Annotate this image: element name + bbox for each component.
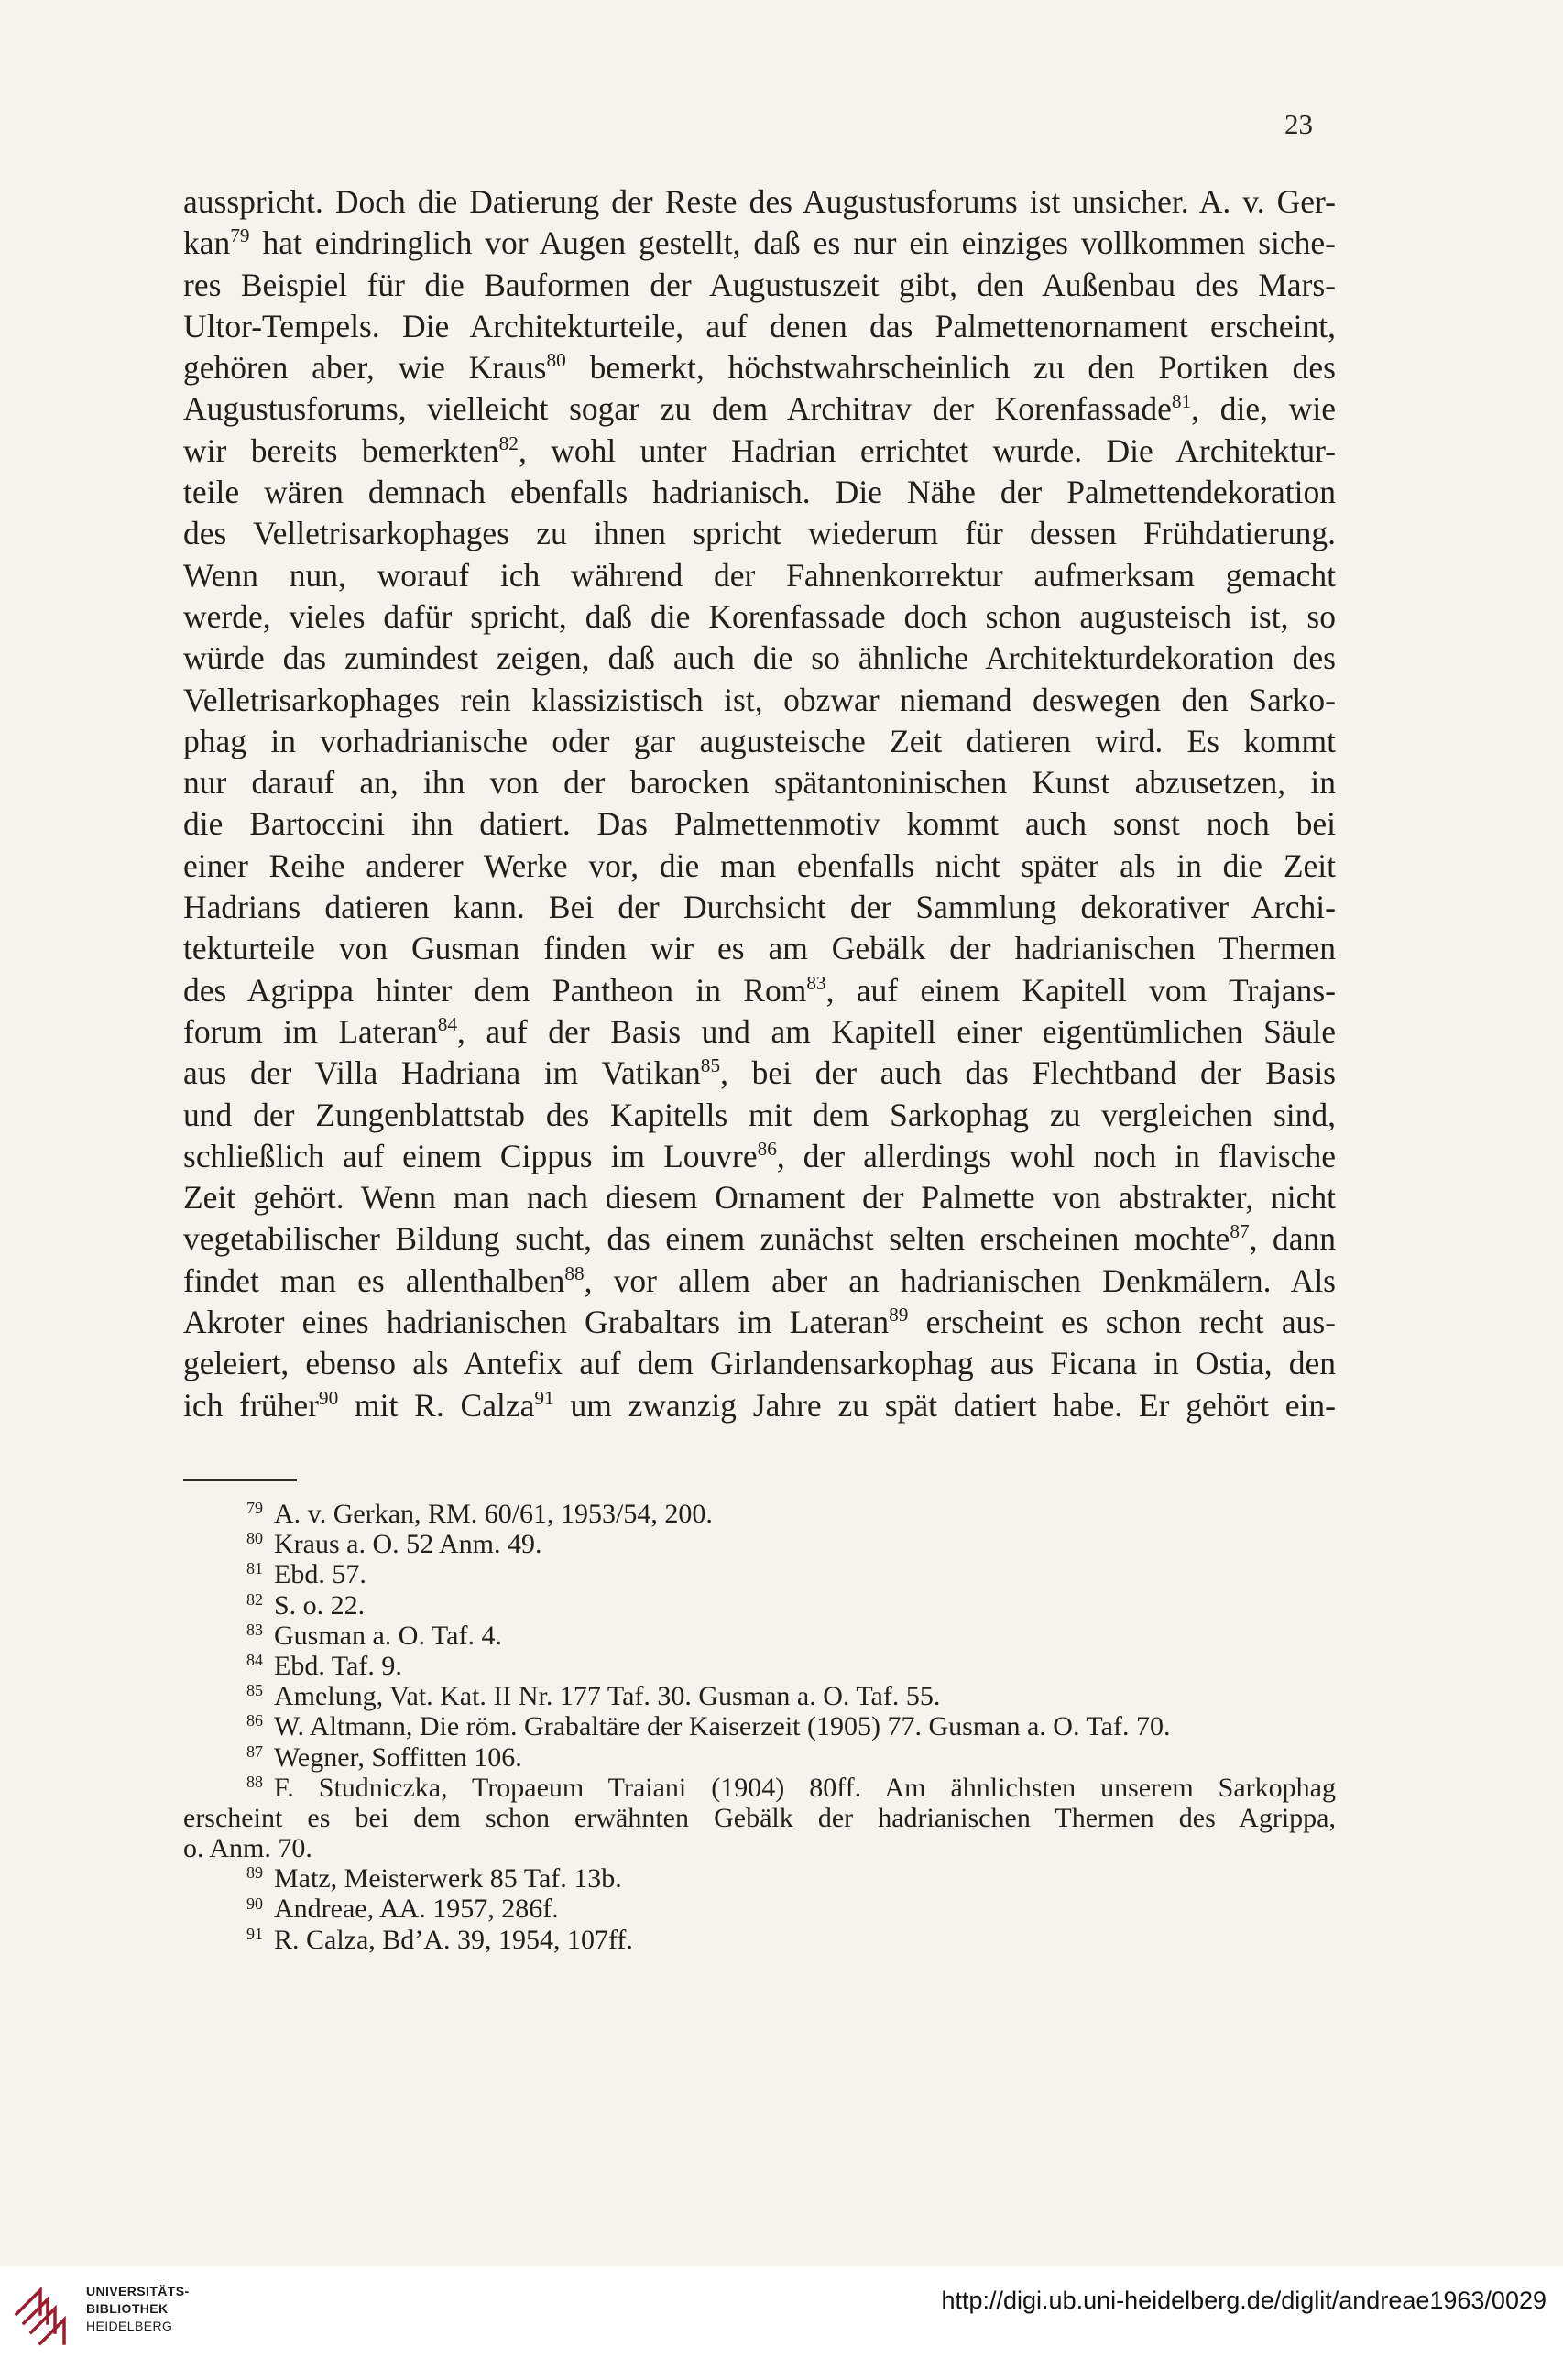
text-line: [183, 388, 1336, 430]
text-segment: Zeit gehört. Wenn man nach diesem Ornament der Palmette von abstrakter, nicht: [183, 1179, 1336, 1217]
footnote: [183, 1529, 1336, 1559]
footnote-number: 84: [246, 1651, 263, 1670]
text-segment: , bei der auch das Flechtband der Basis: [720, 1054, 1336, 1092]
text-segment: , auf einem Kapitell vom Trajans-: [825, 971, 1336, 1009]
text-segment: ich früher: [183, 1386, 319, 1424]
footnote-ref: 82: [498, 432, 519, 455]
text-segment: , der allerdings wohl noch in flavische: [776, 1137, 1336, 1174]
library-name: [86, 2283, 190, 2335]
text-segment: , vor allem aber an hadrianischen Denkmälern. Als: [584, 1261, 1336, 1299]
footnote-ref: 85: [700, 1054, 721, 1077]
footnote-ref: 84: [437, 1013, 458, 1036]
text-segment: Wenn nun, worauf ich während der Fahnenkorrektur aufmerksam gemacht: [183, 556, 1336, 594]
footnote: [183, 1590, 1336, 1621]
footnote-number: 88: [246, 1772, 263, 1791]
text-line: [183, 680, 1336, 721]
text-segment: aus der Villa Hadriana im Vatikan: [183, 1054, 701, 1092]
text-line: [183, 306, 1336, 347]
footnotes: [183, 1499, 1336, 1955]
footnote-ref: 83: [806, 971, 826, 994]
permalink-url[interactable]: http://digi.ub.uni-heidelberg.de/diglit/andreae1963/0029: [941, 2287, 1547, 2314]
text-line: [183, 181, 1336, 223]
text-segment: , auf der Basis und am Kapitell einer eigentümlichen Säule: [457, 1012, 1337, 1050]
text-segment: hat eindringlich vor Augen gestellt, daß es nur ein einziges vollkommen siche-: [249, 224, 1336, 262]
footnote-text: Kraus a. O. 52 Anm. 49.: [274, 1529, 542, 1560]
text-segment: vegetabilischer Bildung sucht, das einem zunächst selten erscheinen mochte: [183, 1220, 1230, 1258]
footnote-ref: 81: [1171, 390, 1192, 413]
text-segment: einer Reihe anderer Werke vor, die man ebenfalls nicht später als in die Zeit: [183, 846, 1336, 884]
text-line: [183, 1053, 1336, 1094]
footnote-ref: 91: [534, 1386, 554, 1409]
footnote-divider: [183, 1479, 297, 1481]
footnote-number: 80: [246, 1529, 263, 1548]
footnote-ref: 79: [230, 224, 250, 247]
text-segment: des Velletrisarkophages zu ihnen spricht wiederum für dessen Frühdatierung.: [183, 515, 1336, 552]
footnote-continuation: erscheint es bei dem schon erwähnten Gebälk der hadrianischen Thermen des Agrippa,: [183, 1802, 1336, 1833]
footnote: [183, 1681, 1336, 1711]
footnote-ref: 80: [546, 349, 566, 372]
text-line: [183, 928, 1336, 969]
footnote-ref: 87: [1230, 1220, 1250, 1243]
footnote-text: Andreae, AA. 1957, 286f.: [274, 1894, 559, 1925]
footnote-text: W. Altmann, Die röm. Grabaltäre der Kaiserzeit (1905) 77. Gusman a. O. Taf. 70.: [274, 1711, 1171, 1742]
text-segment: werde, vieles dafür spricht, daß die Korenfassade doch schon augusteisch ist, so: [183, 597, 1336, 635]
footnote: [183, 1621, 1336, 1651]
text-segment: , wohl unter Hadrian errichtet wurde. Die Architektur-: [518, 431, 1336, 469]
text-line: [183, 846, 1336, 887]
footnote-number: 82: [246, 1589, 263, 1609]
text-segment: nur darauf an, ihn von der barocken spätantoninischen Kunst abzusetzen, in: [183, 764, 1336, 802]
text-segment: tekturteile von Gusman finden wir es am Gebälk der hadrianischen Thermen: [183, 930, 1336, 967]
text-segment: Augustusforums, vielleicht sogar zu dem Architrav der Korenfassade: [183, 390, 1172, 428]
text-segment: um zwanzig Jahre zu spät datiert habe. Er gehört ein-: [553, 1386, 1336, 1424]
footnote: [183, 1925, 1336, 1955]
text-line: [183, 555, 1336, 596]
footnote: [183, 1559, 1336, 1589]
library-name-line: HEIDELBERG: [86, 2319, 173, 2333]
footnote: [183, 1863, 1336, 1894]
footnote-number: 86: [246, 1711, 263, 1730]
footnote-text: A. v. Gerkan, RM. 60/61, 1953/54, 200.: [274, 1499, 713, 1529]
footer-bar: [0, 2266, 1563, 2380]
text-line: [183, 1302, 1336, 1343]
footnote-number: 83: [246, 1620, 263, 1639]
text-segment: phag in vorhadrianische oder gar augusteische Zeit datieren wird. Es kommt: [183, 722, 1336, 759]
text-segment: schließlich auf einem Cippus im Louvre: [183, 1137, 758, 1174]
text-segment: die Bartoccini ihn datiert. Das Palmettenmotiv kommt auch sonst noch bei: [183, 805, 1336, 843]
text-line: [183, 1177, 1336, 1218]
main-text: [183, 181, 1336, 1426]
text-line: [183, 431, 1336, 472]
footnote-text: Wegner, Soffitten 106.: [274, 1741, 522, 1773]
text-segment: mit R. Calza: [338, 1386, 535, 1424]
text-segment: wir bereits bemerkten: [183, 431, 499, 469]
text-line: [183, 721, 1336, 762]
text-line: [183, 1136, 1336, 1177]
text-line: [183, 596, 1336, 638]
footnote-text: Ebd. 57.: [274, 1559, 366, 1590]
text-line: [183, 970, 1336, 1011]
text-segment: , dann: [1249, 1220, 1336, 1258]
footnote-number: 89: [246, 1863, 263, 1883]
text-line: [183, 1343, 1336, 1384]
text-line: [183, 1011, 1336, 1053]
text-line: [183, 887, 1336, 928]
text-line: [183, 513, 1336, 554]
footnote-number: 85: [246, 1681, 263, 1700]
footnote-number: 79: [246, 1499, 263, 1518]
text-segment: Velletrisarkophages rein klassizistisch ist, obzwar niemand deswegen den Sarko-: [183, 681, 1336, 718]
footnote: [183, 1499, 1336, 1529]
text-segment: Akroter eines hadrianischen Grabaltars im Lateran: [183, 1304, 890, 1341]
text-line: [183, 472, 1336, 513]
library-name-line: UNIVERSITÄTS-: [86, 2284, 190, 2298]
text-segment: ausspricht. Doch die Datierung der Reste des Augustusforums ist unsicher. A. v. Ger-: [183, 183, 1336, 220]
text-line: [183, 1095, 1336, 1136]
footnote-text: F. Studniczka, Tropaeum Traiani (1904) 80ff. Am ähnlichsten unserem Sarkophag: [274, 1772, 1336, 1803]
text-segment: findet man es allenthalben: [183, 1261, 565, 1299]
footnote: [183, 1773, 1336, 1803]
text-segment: forum im Lateran: [183, 1012, 438, 1050]
text-segment: geleiert, ebenso als Antefix auf dem Girlandensarkophag aus Ficana in Ostia, den: [183, 1345, 1336, 1382]
footnote-text: Gusman a. O. Taf. 4.: [274, 1620, 502, 1651]
footnote: [183, 1651, 1336, 1681]
footnote-ref: 88: [564, 1261, 585, 1284]
text-segment: würde das zumindest zeigen, daß auch die so ähnliche Architekturdekoration des: [183, 639, 1336, 677]
page-number: 23: [1284, 108, 1313, 140]
footnote-ref: 90: [318, 1386, 339, 1409]
footnote-ref: 86: [757, 1138, 777, 1161]
footnote-number: 81: [246, 1559, 263, 1578]
text-line: [183, 1261, 1336, 1302]
footnote: [183, 1742, 1336, 1773]
footnote-continuation: o. Anm. 70.: [183, 1833, 312, 1864]
text-segment: teile wären demnach ebenfalls hadrianisch. Die Nähe der Palmettendekoration: [183, 474, 1336, 511]
footnote-number: 91: [246, 1924, 263, 1943]
text-segment: und der Zungenblattstab des Kapitells mit dem Sarkophag zu vergleichen sind,: [183, 1096, 1336, 1133]
text-line: [183, 347, 1336, 388]
library-name-line: BIBLIOTHEK: [86, 2301, 169, 2316]
text-line: [183, 1218, 1336, 1260]
text-segment: kan: [183, 224, 231, 262]
footnote: [183, 1894, 1336, 1924]
text-segment: res Beispiel für die Bauformen der Augustuszeit gibt, den Außenbau des Mars-: [183, 266, 1336, 303]
footnote-number: 87: [246, 1741, 263, 1761]
text-segment: erscheint es schon recht aus-: [908, 1304, 1336, 1341]
text-line: [183, 1385, 1336, 1426]
footnote-text: R. Calza, Bd’A. 39, 1954, 107ff.: [274, 1924, 633, 1955]
library-logo-icon: [9, 2277, 73, 2351]
footnote-ref: 89: [889, 1304, 909, 1326]
footnote-text: Ebd. Taf. 9.: [274, 1650, 402, 1681]
footnote-number: 90: [246, 1894, 263, 1913]
footnote-text: Amelung, Vat. Kat. II Nr. 177 Taf. 30. Gusman a. O. Taf. 55.: [274, 1681, 941, 1712]
text-segment: Ultor-Tempels. Die Architekturteile, auf denen das Palmettenornament erscheint,: [183, 307, 1336, 344]
text-line: [183, 223, 1336, 264]
text-segment: bemerkt, höchstwahrscheinlich zu den Portiken des: [565, 349, 1336, 387]
footnote: [183, 1711, 1336, 1741]
text-segment: gehören aber, wie Kraus: [183, 349, 547, 387]
text-segment: Hadrians datieren kann. Bei der Durchsicht der Sammlung dekorativer Archi-: [183, 889, 1336, 926]
text-line: [183, 803, 1336, 845]
text-line: [183, 762, 1336, 803]
text-line: [183, 638, 1336, 679]
text-segment: , die, wie: [1191, 390, 1336, 428]
text-segment: des Agrippa hinter dem Pantheon in Rom: [183, 971, 807, 1009]
text-line: [183, 265, 1336, 306]
footnote-text: S. o. 22.: [274, 1589, 366, 1621]
footnote-text: Matz, Meisterwerk 85 Taf. 13b.: [274, 1863, 622, 1894]
